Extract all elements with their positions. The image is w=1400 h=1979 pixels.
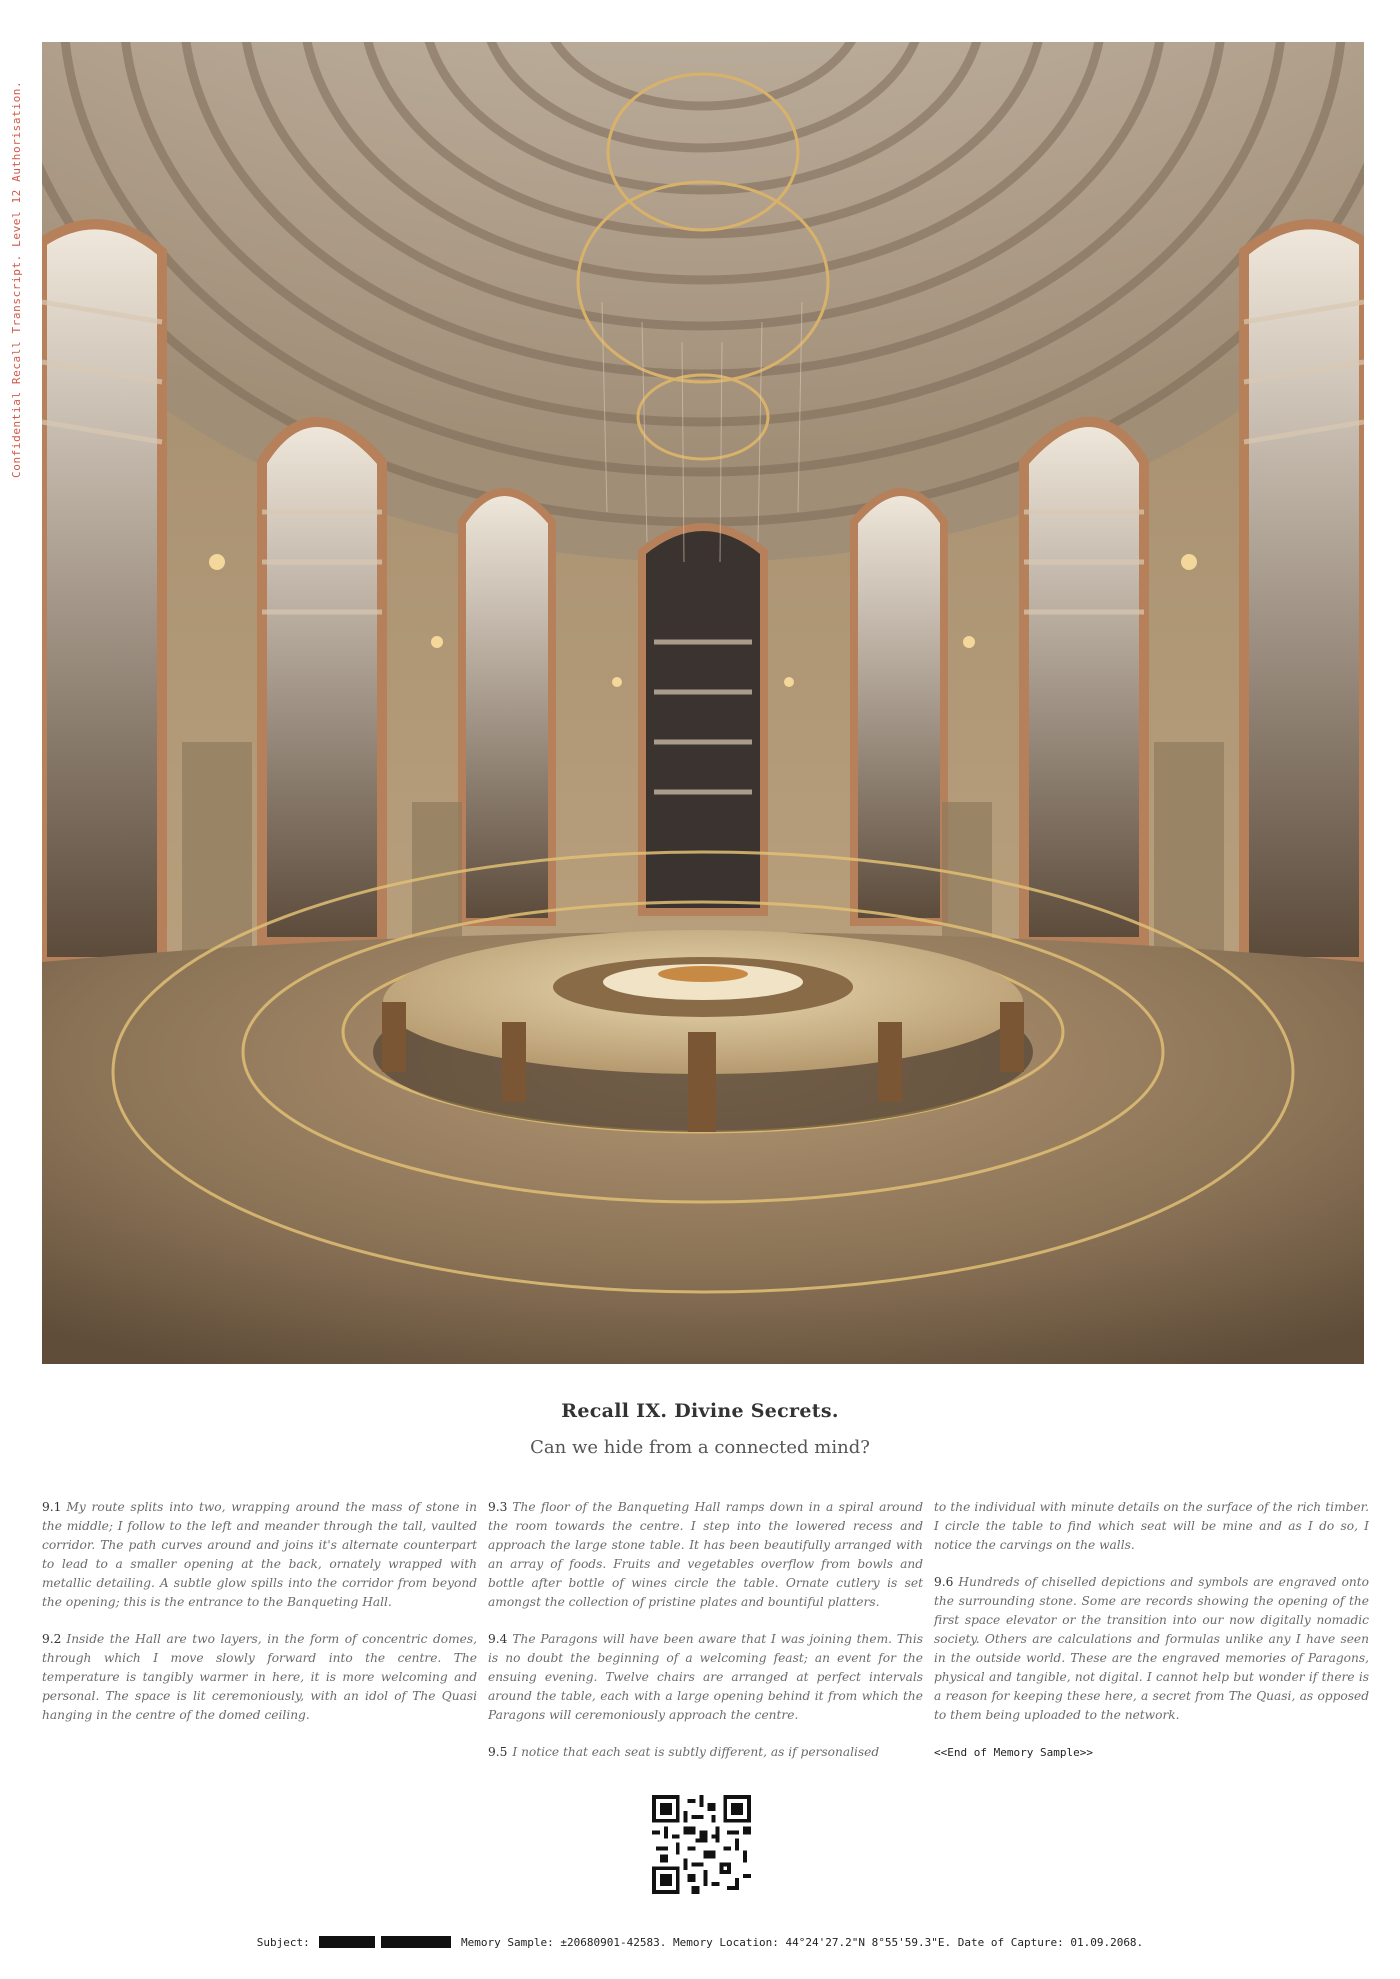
recall-title: Recall IX. Divine Secrets. <box>561 1400 839 1422</box>
paragraph-text: The floor of the Banqueting Hall ramps down in a spiral around the room towards the centre. I step into the lowered recess and approach the large stone table. It has been beautifully arranged with an array of foods. Fruits and vegetables overflow from bowls and bottle after bottle of wines circle the table. Ornate cutlery is set amongst the collection of pristine plates and bountiful platters. <box>488 1500 923 1609</box>
memory-location: Memory Location: 44°24'27.2"N 8°55'59.3"E. <box>672 1936 952 1949</box>
end-of-memory-note: <<End of Memory Sample>> <box>934 1746 1093 1759</box>
paragraph-number: 9.5 <box>488 1745 508 1759</box>
paragraph-text: Inside the Hall are two layers, in the form of concentric domes, through which I move slowly forward into the centre. The temperature is tangibly warmer in here, it is more welcoming and personal. The space is lit ceremoniously, with an idol of The Quasi hanging in the centre of the domed ceiling. <box>42 1632 477 1722</box>
redaction-bar <box>381 1936 451 1948</box>
text-column-3 <box>934 1498 1369 1780</box>
paragraph-number: 9.1 <box>42 1500 62 1514</box>
memory-sample: Memory Sample: ±20680901-42583. <box>461 1936 667 1949</box>
memory-footer <box>0 1936 1400 1949</box>
redaction-bar <box>319 1936 375 1948</box>
paragraph-9-3 <box>488 1498 923 1612</box>
paragraph-9-5 <box>488 1743 923 1762</box>
banqueting-hall-render <box>42 42 1364 1364</box>
paragraph-9-2 <box>42 1630 477 1725</box>
paragraph-text: to the individual with minute details on the surface of the rich timber. I circle the table to find which seat will be mine and as I do so, I notice the carvings on the walls. <box>934 1500 1369 1552</box>
subject-label: Subject: <box>256 1936 310 1949</box>
paragraph-9-6 <box>934 1573 1369 1725</box>
paragraph-number: 9.3 <box>488 1500 508 1514</box>
text-column-2 <box>488 1498 923 1780</box>
paragraph-text: The Paragons will have been aware that I was joining them. This is no doubt the beginning of a welcoming feast; an event for the ensuing evening. Twelve chairs are arranged at perfect intervals around the table, each with a large opening behind it from which the Paragons will ceremoniously approach the centre. <box>488 1632 923 1722</box>
confidential-side-note: Confidential Recall Transcript. Level 12 Authorisation. <box>10 80 23 478</box>
paragraph-text: My route splits into two, wrapping around the mass of stone in the middle; I follow to the left and meander through the tall, vaulted corridor. The path curves around and joins it's alternate counterpart to lead to a smaller opening at the back, ornately wrapped with metallic detailing. A subtle glow spills into the corridor from beyond the opening; this is the entrance to the Banqueting Hall. <box>42 1500 477 1609</box>
paragraph-9-5-continued <box>934 1498 1369 1555</box>
paragraph-text: I notice that each seat is subtly different, as if personalised <box>512 1745 880 1759</box>
paragraph-number: 9.6 <box>934 1575 954 1589</box>
date-of-capture: Date of Capture: 01.09.2068. <box>957 1936 1144 1949</box>
text-column-1 <box>42 1498 477 1743</box>
paragraph-number: 9.4 <box>488 1632 508 1646</box>
recall-subtitle: Can we hide from a connected mind? <box>530 1437 870 1458</box>
paragraph-text: Hundreds of chiselled depictions and symbols are engraved onto the surrounding stone. Some are records showing the opening of the first space elevator or the transition into our now digitally nomadic society. Others are calculations and formulas unlike any I have seen in the outside world. These are the engraved memories of Paragons, physical and tangible, not digital. I cannot help but wonder if there is a reason for keeping these here, a secret from The Quasi, as opposed to them being uploaded to the network. <box>934 1575 1369 1722</box>
paragraph-9-4 <box>488 1630 923 1725</box>
paragraph-9-1 <box>42 1498 477 1612</box>
paragraph-number: 9.2 <box>42 1632 62 1646</box>
qr-code[interactable] <box>652 1795 751 1894</box>
